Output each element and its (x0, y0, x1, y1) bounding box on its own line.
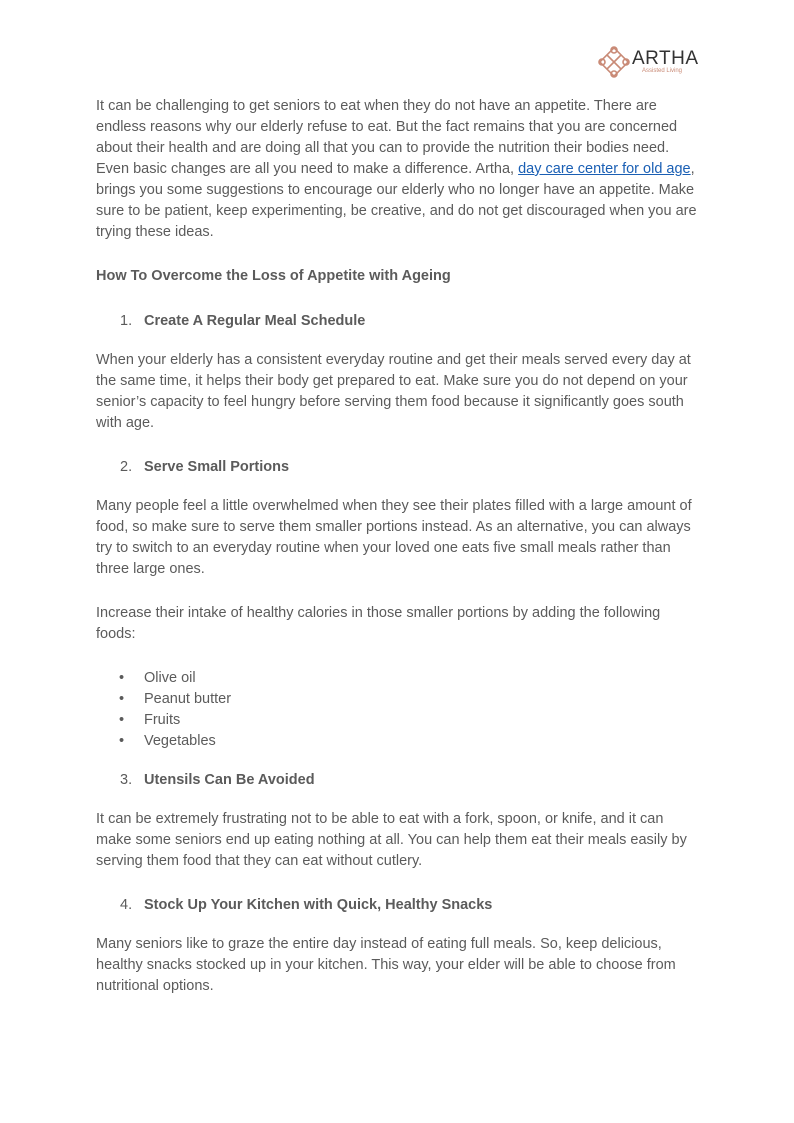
list-item: • Olive oil (96, 668, 698, 689)
logo-name: ARTHA (632, 48, 699, 69)
section-body-4: Many seniors like to graze the entire day instead of eating full meals. So, keep delicious, healthy snacks stocked up in your kitchen. This way, your elder will be able to choose from nutritional options. (96, 936, 676, 994)
section-body-2: Many people feel a little overwhelmed when they see their plates filled with a large amount of food, so make sure to serve them smaller portions instead. As an alternative, you can always try to switch to an everyday routine when your loved one eats five small meals rather than three large ones. (96, 498, 692, 577)
section-body-1: When your elderly has a consistent everyday routine and get their meals served every day at the same time, it helps their body get prepared to eat. Make sure you do not depend on your senior’s capacity to feel hungry before serving them food because it significantly goes south with age. (96, 352, 691, 431)
bullet-icon: • (119, 712, 125, 728)
logo-tagline: Assisted Living (642, 68, 683, 74)
section-heading-4: 4. Stock Up Your Kitchen with Quick, Healthy Snacks (120, 897, 493, 913)
food-list (96, 668, 698, 752)
list-item: • Fruits (96, 710, 698, 731)
section-body-2b: Increase their intake of healthy calories in those smaller portions by adding the following foods: (96, 605, 661, 642)
list-item: • Vegetables (96, 731, 698, 752)
section-heading-2: 2. Serve Small Portions (120, 459, 290, 475)
section-body-3: It can be extremely frustrating not to be able to eat with a fork, spoon, or knife, and it can make some seniors end up eating nothing at all. You can help them eat their meals easily by serving them food that they can eat without cutlery. (96, 811, 687, 869)
document-body (96, 96, 698, 1020)
section-heading-1: 1. Create A Regular Meal Schedule (120, 313, 366, 329)
list-item: • Peanut butter (96, 689, 698, 710)
intro-paragraph: It can be challenging to get seniors to eat when they do not have an appetite. There are endless reasons why our elderly refuse to eat. But the fact remains that you are concerned about their health and are doing all that you can to provide the nutrition their bodies need. Even basic changes are all you need to make a difference. Artha, day care center for old age, brings you some suggestions to encourage our elderly who no longer have an appetite. Make sure to be patient, keep experimenting, be creative, and do not get discouraged when you are trying these ideas. (96, 98, 697, 240)
section-heading-3: 3. Utensils Can Be Avoided (120, 772, 315, 788)
main-heading: How To Overcome the Loss of Appetite with Ageing (96, 268, 451, 284)
artha-knot-icon (598, 46, 630, 78)
bullet-icon: • (119, 733, 125, 749)
artha-logo (598, 46, 698, 80)
bullet-icon: • (119, 670, 125, 686)
bullet-icon: • (119, 691, 125, 707)
day-care-link[interactable]: day care center for old age (518, 161, 691, 177)
